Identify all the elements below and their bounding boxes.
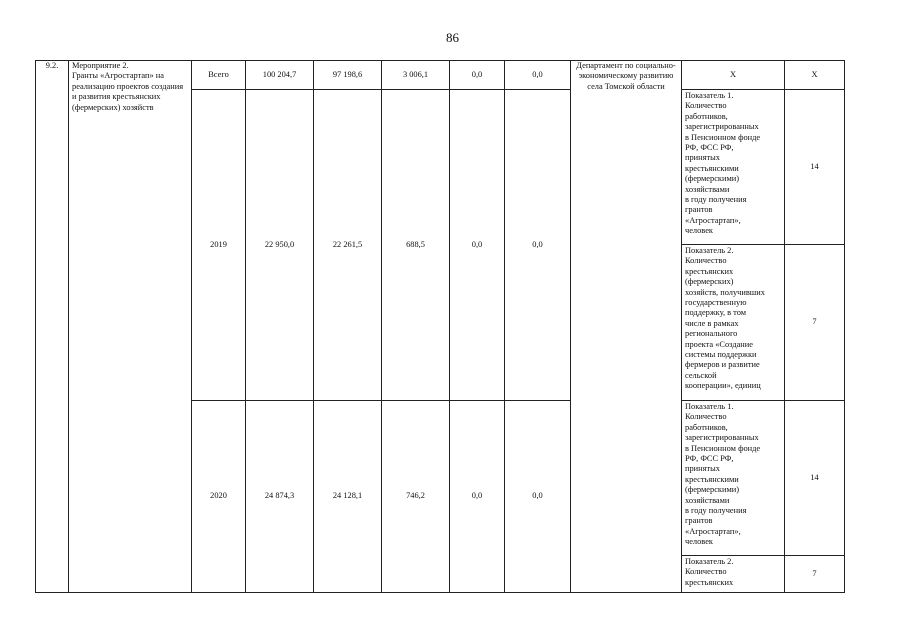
program-table <box>35 60 845 593</box>
indicator-2020-2: Показатель 2. Количество крестьянских <box>682 556 785 593</box>
year-2019: 2019 <box>192 90 246 401</box>
value-2019-federal: 22 261,5 <box>314 90 382 401</box>
value-2020-other: 0,0 <box>505 401 571 593</box>
indicator-2019-2: Показатель 2. Количество крестьянских (фермерских) хозяйств, получивших государственную поддержку, в том числе в рамках регионального проекта «Создание системы поддержки фермеров и развитие сельской кооперации», единиц <box>682 245 785 401</box>
total-value-all: 100 204,7 <box>246 61 314 90</box>
total-indicator: Х <box>682 61 785 90</box>
value-2020-all: 24 874,3 <box>246 401 314 593</box>
total-value-local: 0,0 <box>450 61 505 90</box>
target-2020-2: 7 <box>785 556 845 593</box>
value-2020-federal: 24 128,1 <box>314 401 382 593</box>
value-2019-other: 0,0 <box>505 90 571 401</box>
row-number: 9.2. <box>36 61 69 593</box>
value-2019-local: 0,0 <box>450 90 505 401</box>
total-target: Х <box>785 61 845 90</box>
total-value-federal: 97 198,6 <box>314 61 382 90</box>
value-2020-regional: 746,2 <box>382 401 450 593</box>
total-value-regional: 3 006,1 <box>382 61 450 90</box>
target-2019-1: 14 <box>785 90 845 245</box>
responsible-department: Департамент по социально-экономическому развитию села Томской области <box>571 61 682 593</box>
value-2019-regional: 688,5 <box>382 90 450 401</box>
value-2019-all: 22 950,0 <box>246 90 314 401</box>
indicator-2019-1: Показатель 1. Количество работников, зарегистрированных в Пенсионном фонде РФ, ФСС РФ, принятых крестьянскими (фермерскими) хозяйствами в году получения грантов «Агростартап», человек <box>682 90 785 245</box>
table-row-total <box>36 61 845 90</box>
value-2020-local: 0,0 <box>450 401 505 593</box>
target-2019-2: 7 <box>785 245 845 401</box>
activity-name: Мероприятие 2. Гранты «Агростартап» на реализацию проектов создания и развития крестьянских (фермерских) хозяйств <box>69 61 192 593</box>
indicator-2020-1: Показатель 1. Количество работников, зарегистрированных в Пенсионном фонде РФ, ФСС РФ, принятых крестьянскими (фермерскими) хозяйствами в году получения грантов «Агростартап», человек <box>682 401 785 556</box>
total-value-other: 0,0 <box>505 61 571 90</box>
target-2020-1: 14 <box>785 401 845 556</box>
year-2020: 2020 <box>192 401 246 593</box>
page-number: 86 <box>446 30 459 45</box>
period-total: Всего <box>192 61 246 90</box>
